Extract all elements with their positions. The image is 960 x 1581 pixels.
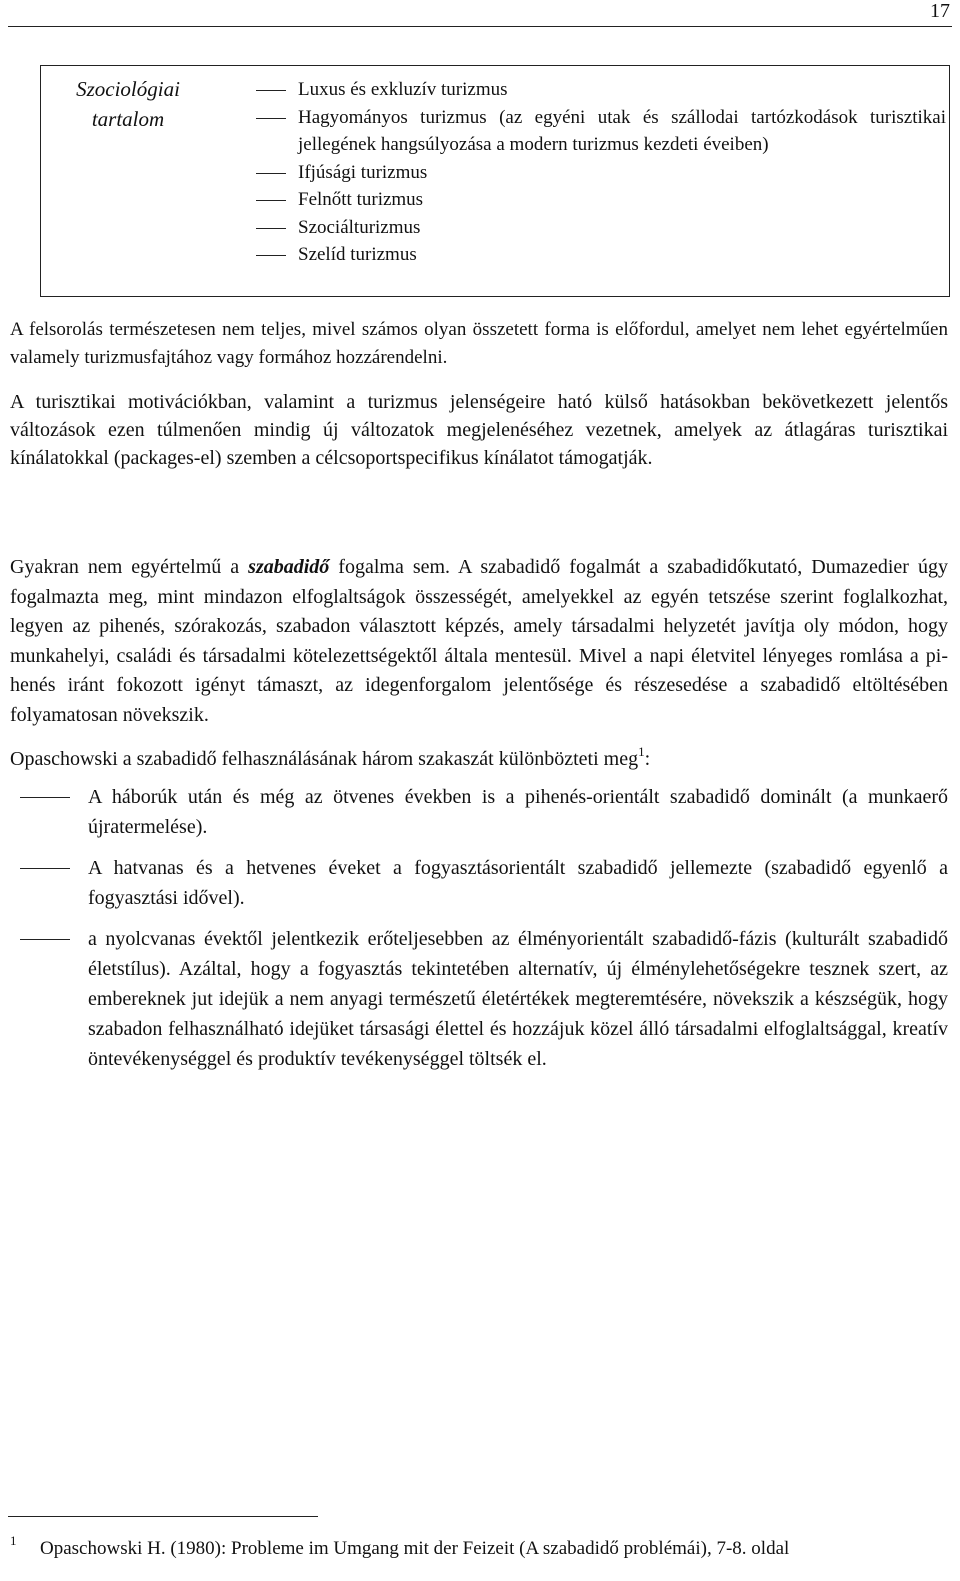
sociology-content-box	[40, 65, 950, 297]
list-item: Hagyományos turizmus (az egyéni utak és szállodai tartózkodások turisztikai jellegének hangsúlyozása a modern turizmus kezdeti éveiben)	[256, 104, 946, 159]
dash-marker	[256, 118, 286, 119]
paragraph-2: A turisztikai motivációkban, valamint a turizmus jelenségeire ható külső hatásokban bekövetkezett jelentős változások ezen túlmenően mindig új változatok megjelenéséhez vezetnek, amelyek az átlagáras turisztikai kínálatokkal (packages-el) szemben a célcsoportspecifikus kínálatot támogatják.	[10, 391, 948, 469]
paragraph-4-colon: :	[644, 748, 651, 770]
list-item: A hatvanas és a hetvenes éveket a fogyasztásorientált szabadidő jellemezte (szabadidő egyenlő a fogyasztási idővel).	[10, 853, 948, 913]
paragraph-3-lead: Gyakran nem egyértelmű a	[10, 556, 249, 578]
footnote-text: Opaschowski H. (1980): Probleme im Umgang mit der Feizeit (A szabadidő problémái), 7-8. oldal	[40, 1538, 790, 1559]
box-label-line1: Szociológiai	[76, 77, 180, 101]
list-item: Felnőtt turizmus	[256, 186, 946, 214]
list-item: a nyolcvanas évektől jelentkezik erőteljesebben az élményorientált szabadidő-fázis (kulturált szabadidő életstílus). Azáltal, hogy a fogyasztás tekintetében alternatív, új élménylehetőségekre tesznek szert, az embereknek jut idejük a nem anyagi természetű életértékek megteremtésére, növekszik a készségük, hogy szabadon felhasználható idejüket társasági élettel és hozzájuk közel álló társadalmi elfoglaltsággal, kreatív öntevékenységgel és produktív tevékenységgel töltsék el.	[10, 924, 948, 1074]
dash-marker	[20, 939, 70, 940]
dash-marker	[256, 173, 286, 174]
paragraph-3	[10, 553, 948, 730]
dash-marker	[256, 228, 286, 229]
dash-marker	[256, 90, 286, 91]
box-label-line2: tartalom	[91, 107, 165, 131]
page-number: 17	[930, 0, 950, 22]
phase-list	[10, 782, 948, 1085]
emphasized-term: szabadidő	[248, 556, 330, 578]
list-item: Szelíd turizmus	[256, 241, 946, 269]
header-rule	[8, 26, 952, 27]
list-item: Szociálturizmus	[256, 214, 946, 242]
paragraph-3-body: fogalma sem. A szabadidő fogalmát a szabadidőkutató, Dumazedier úgy fogalmazta meg, mint mindazon elfoglaltságok összességét, amelyekkel az egyén tetszése szerint foglalkozhat, legyen az pihenés, szórakozás, szabadon választott képzés, amely társadalmi helyzetét javítja oly módon, hogy munkahelyi, családi és társadalmi kötelezettségektől általa mentesül. Mivel a napi életvitel lényeges romlása a pihenés iránt fokozott igényt támaszt, az idegenforgalom jelentősége és részesedése a szabadidő eltöltésében folyamatosan növekszik.	[10, 556, 948, 726]
dash-marker	[256, 255, 286, 256]
paragraph-4-text: Opaschowski a szabadidő felhasználásának három szakaszát különbözteti meg	[10, 748, 639, 770]
dash-marker	[20, 868, 70, 869]
paragraph-4	[10, 744, 948, 774]
footnote: 1 Opaschowski H. (1980): Probleme im Umgang mit der Feizeit (A szabadidő problémái), 7-8. oldal	[10, 1533, 790, 1559]
footnote-ref[interactable]: 1	[638, 744, 645, 759]
list-item: A háborúk után és még az ötvenes években is a pihenés-orientált szabadidő dominált (a munkaerő újratermelése).	[10, 782, 948, 842]
list-item: Luxus és exkluzív turizmus	[256, 76, 946, 104]
tourism-type-list	[256, 76, 946, 269]
paragraph-1: A felsorolás természetesen nem teljes, mivel számos olyan összetett forma is előfordul, amelyet nem lehet egyértelműen valamely turizmusfajtához vagy formához hozzárendelni.	[10, 319, 948, 368]
box-label	[53, 74, 203, 134]
list-item: Ifjúsági turizmus	[256, 159, 946, 187]
footnote-rule	[8, 1516, 318, 1517]
dash-marker	[20, 797, 70, 798]
dash-marker	[256, 200, 286, 201]
